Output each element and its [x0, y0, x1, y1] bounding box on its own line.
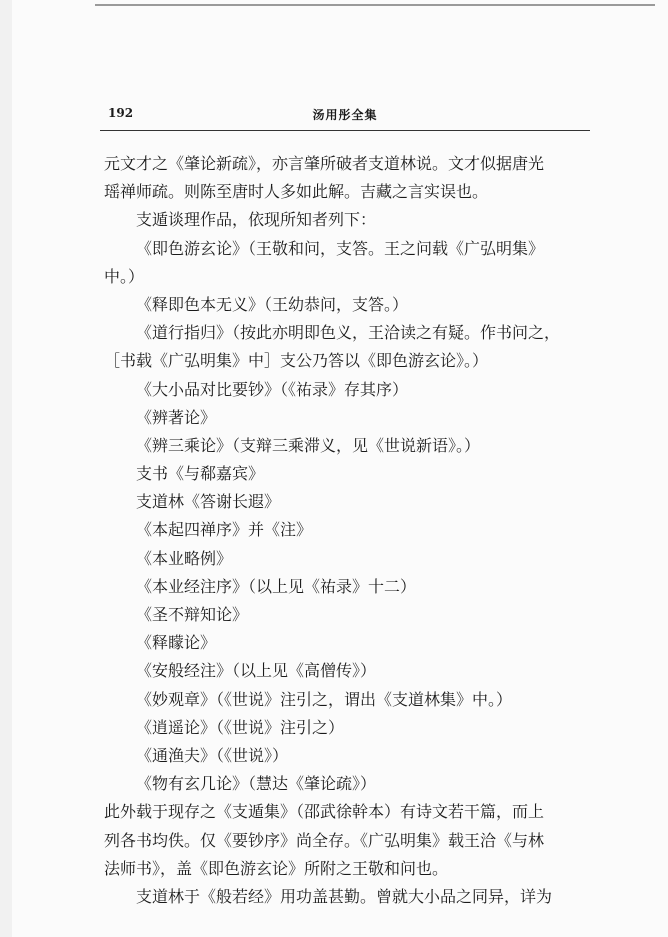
text-line: 《辨三乘论》（支辩三乘滞义，见《世说新语》。）	[136, 435, 481, 455]
text-line: 支书《与郗嘉宾》	[136, 464, 265, 484]
text-line: ［书载《广弘明集》中］支公乃答以《即色游玄论》。）	[104, 351, 489, 371]
running-title: 汤用彤全集	[312, 108, 378, 122]
text-line: 《逍遥论》（《世说》注引之）	[136, 717, 345, 737]
top-rule	[95, 4, 655, 6]
text-line: 瑶禅师疏。则陈至唐时人多如此解。吉藏之言实误也。	[104, 182, 489, 202]
text-line: 《辨著论》	[136, 407, 217, 427]
text-line: 法师书》，盖《即色游玄论》所附之王敬和问也。	[104, 858, 449, 878]
scan-edge	[0, 0, 12, 937]
text-line: 《道行指归》（按此亦明即色义，王洽读之有疑。作书问之，	[136, 323, 561, 343]
page-number: 192	[108, 106, 134, 120]
text-line: 《大小品对比要钞》（《祐录》存其序）	[136, 379, 409, 399]
text-line: 《圣不辩知论》	[136, 605, 249, 624]
text-line: 《本业经注序》（以上见《祐录》十二）	[136, 576, 417, 596]
page-header	[100, 106, 590, 128]
text-line: 《即色游玄论》（王敬和问，支答。王之问载《广弘明集》	[136, 238, 545, 258]
text-line: 《物有玄几论》（慧达《肇论疏》）	[136, 774, 377, 794]
text-line: 《通渔夫》（《世说》）	[136, 745, 289, 765]
text-line: 《释矇论》	[136, 633, 217, 653]
header-rule	[100, 130, 590, 131]
text-line: 支遁谈理作品，依现所知者列下：	[136, 210, 377, 230]
text-line: 此外载于现存之《支遁集》（邵武徐幹本）有诗文若干篇，而上	[104, 802, 545, 822]
text-line: 支道林于《般若经》用功盖甚勤。曾就大小品之同异，详为	[136, 886, 553, 906]
text-line: 元文才之《肇论新疏》，亦言肇所破者支道林说。文才似据唐光	[104, 154, 545, 173]
text-line: 列各书均佚。仅《要钞序》尚全存。《广弘明集》载王洽《与林	[104, 830, 545, 850]
text-line: 《妙观章》（《世说》注引之，谓出《支道林集》中。）	[136, 689, 513, 709]
text-line: 支道林《答谢长遐》	[136, 492, 281, 512]
text-line: 中。）	[104, 266, 145, 286]
text-line: 《本业略例》	[136, 548, 233, 568]
text-line: 《安般经注》（以上见《高僧传》）	[136, 661, 377, 681]
text-line: 《本起四禅序》并《注》	[136, 520, 313, 540]
body-text	[104, 150, 594, 911]
text-line: 《释即色本无义》（王幼恭问，支答。）	[136, 294, 409, 314]
